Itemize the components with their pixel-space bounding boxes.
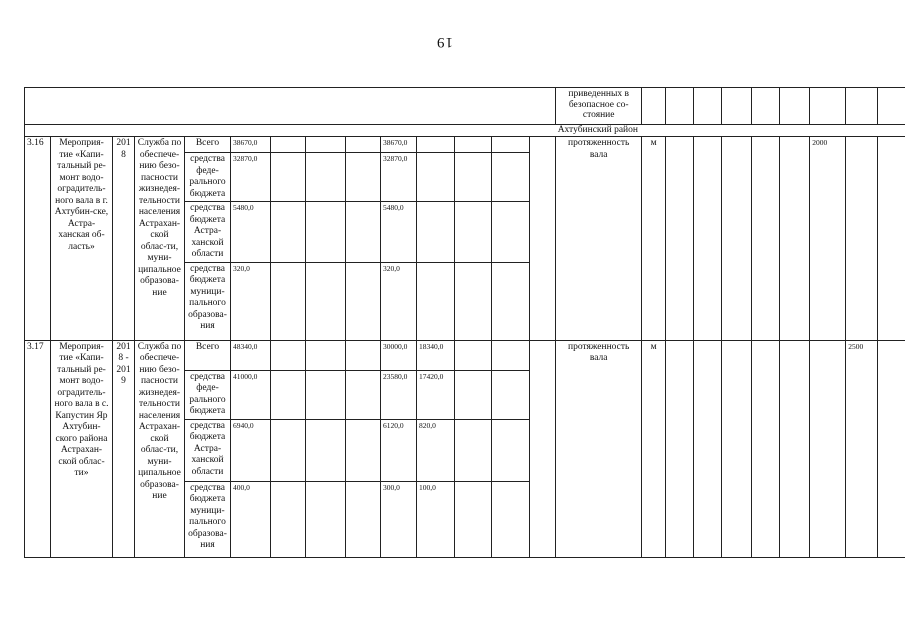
source-label: средства феде-рального бюджета	[185, 153, 231, 202]
source-total: 32870,0	[231, 153, 271, 202]
measure-name: Мероприя-тие «Капи-тальный ре-монт водо-оградитель-ного вала в с. Капустин Яр Ахтубин-ского района Астрахан-ской облас-ти»	[51, 340, 113, 557]
source-label: средства бюджета Астра-ханской области	[185, 419, 231, 481]
source-2018: 23580,0	[381, 370, 417, 419]
source-2019	[417, 202, 455, 263]
measure-executor: Служба по обеспече-нию безо-пасности жизнедея-тельности населения Астрахан-ской облас-ти, муни-ципальное образова-ние	[135, 340, 185, 557]
source-2019	[417, 137, 455, 153]
source-label: средства бюджета муници-пального образова-ния	[185, 481, 231, 557]
page-number: 19	[436, 34, 453, 50]
source-2019: 18340,0	[417, 340, 455, 370]
header-row	[25, 88, 905, 125]
source-total: 38670,0	[231, 137, 271, 153]
source-label: средства бюджета муници-пального образова-ния	[185, 262, 231, 340]
source-2019: 17420,0	[417, 370, 455, 419]
measure-year: 2018	[113, 137, 135, 341]
source-total: 5480,0	[231, 202, 271, 263]
source-2019: 100,0	[417, 481, 455, 557]
row-id: 3.17	[25, 340, 51, 557]
source-2018: 30000,0	[381, 340, 417, 370]
measure-executor: Служба по обеспече-нию безо-пасности жизнедея-тельности населения Астрахан-ской облас-ти, муни-ципальное образова-ние	[135, 137, 185, 341]
source-total: 320,0	[231, 262, 271, 340]
source-label: средства бюджета Астра-ханской области	[185, 202, 231, 263]
indicator-name: протяженность вала	[556, 137, 642, 341]
source-2018: 320,0	[381, 262, 417, 340]
indicator-header: приведенных в безопасное со-стояние	[556, 88, 642, 125]
source-total: 41000,0	[231, 370, 271, 419]
indicator-unit: м	[642, 137, 666, 341]
indicator-unit: м	[642, 340, 666, 557]
source-2018: 300,0	[381, 481, 417, 557]
source-2019: 820,0	[417, 419, 455, 481]
measure-name: Мероприя-тие «Капи-тальный ре-монт водо-оградитель-ного вала в г. Ахтубин-ске, Астра-ханская об-ласть»	[51, 137, 113, 341]
indicator-target: 2500	[846, 340, 878, 557]
source-2019	[417, 262, 455, 340]
source-2018: 38670,0	[381, 137, 417, 153]
table-row	[25, 340, 905, 370]
program-table	[24, 87, 905, 558]
source-label: Всего	[185, 137, 231, 153]
source-2018: 32870,0	[381, 153, 417, 202]
region-row	[25, 125, 905, 137]
source-label: средства феде-рального бюджета	[185, 370, 231, 419]
indicator-target: 2000	[810, 137, 846, 341]
source-total: 48340,0	[231, 340, 271, 370]
source-2019	[417, 153, 455, 202]
source-label: Всего	[185, 340, 231, 370]
source-2018: 5480,0	[381, 202, 417, 263]
source-total: 400,0	[231, 481, 271, 557]
measure-year: 2018 - 2019	[113, 340, 135, 557]
region-title: Ахтубинский район	[556, 125, 905, 137]
source-total: 6940,0	[231, 419, 271, 481]
row-id: 3.16	[25, 137, 51, 341]
indicator-name: протяженность вала	[556, 340, 642, 557]
source-2018: 6120,0	[381, 419, 417, 481]
table-row	[25, 137, 905, 153]
